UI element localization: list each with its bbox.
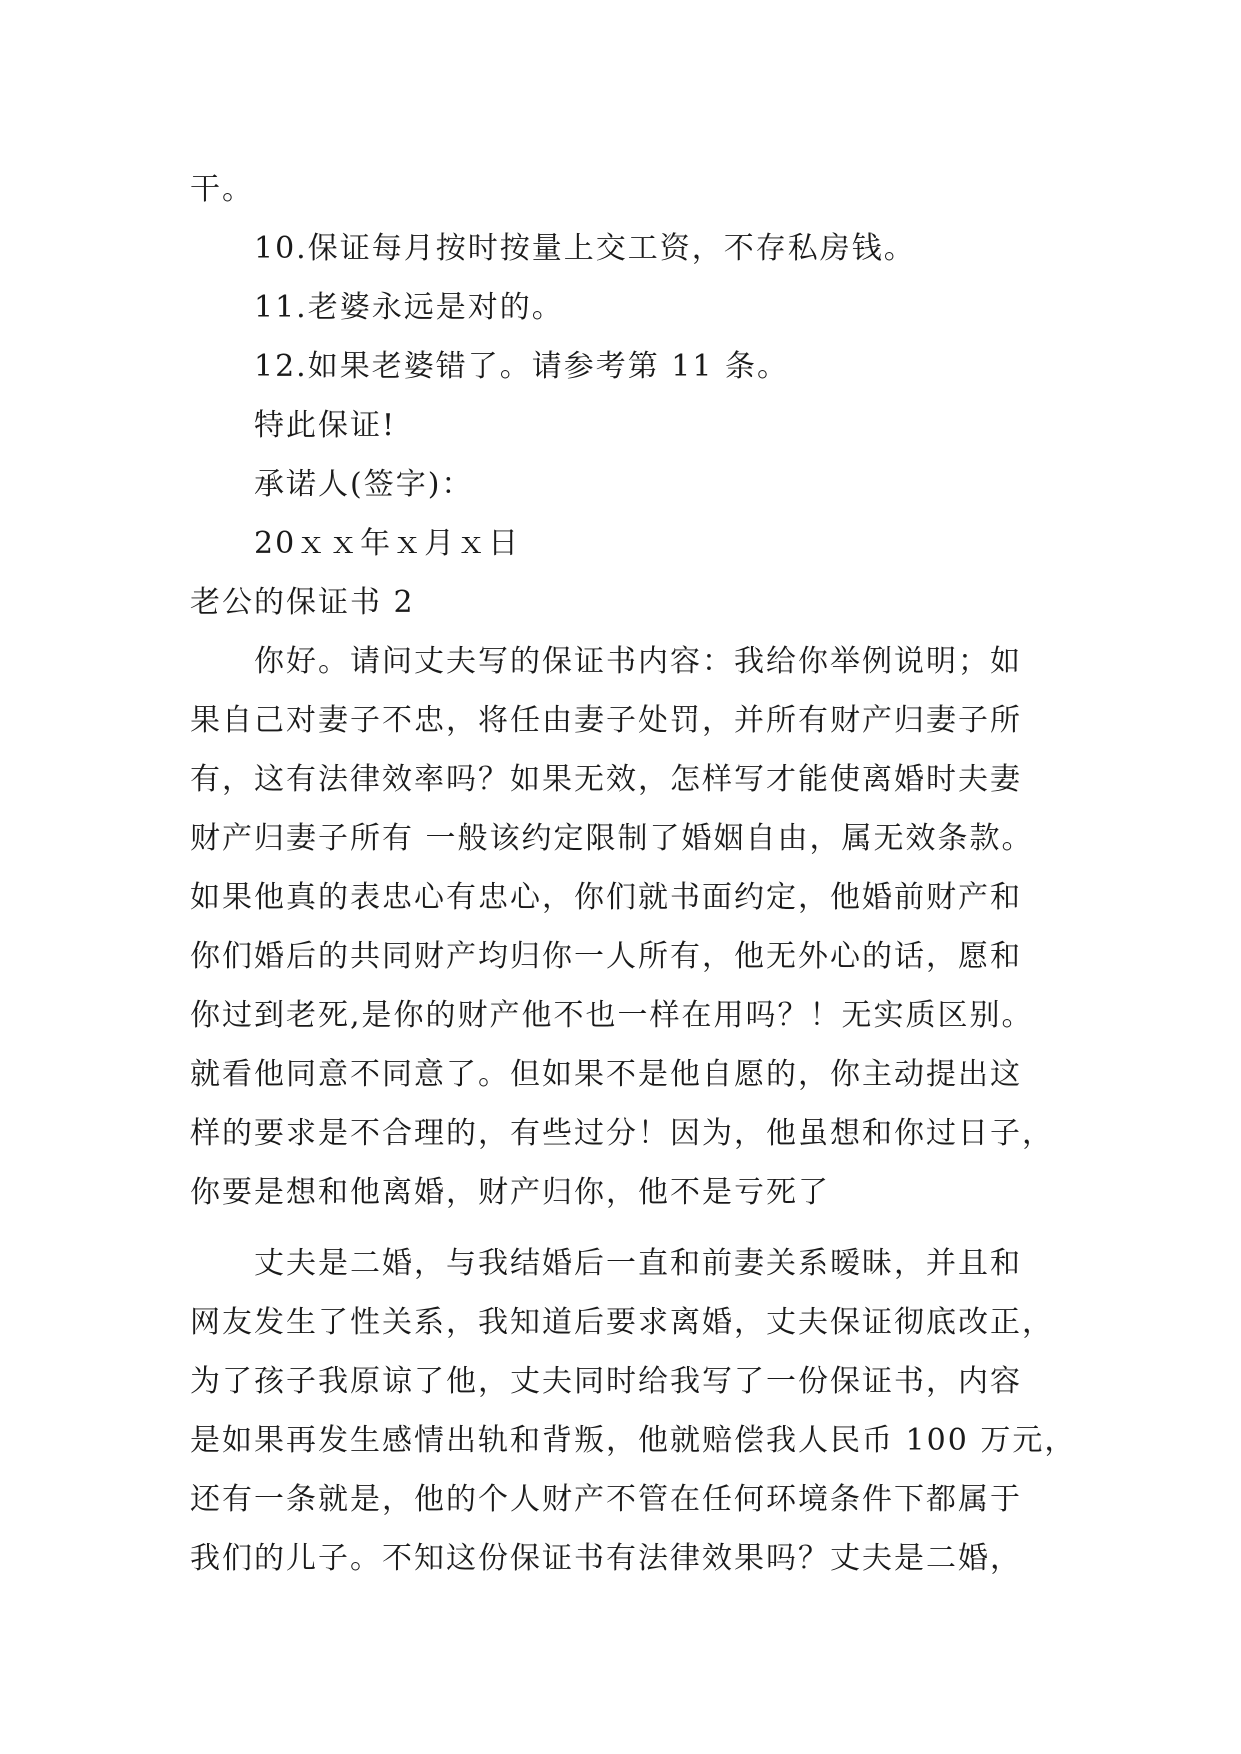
paragraph-line: 网友发生了性关系，我知道后要求离婚，丈夫保证彻底改正， [190, 1305, 1054, 1340]
paragraph-line: 就看他同意不同意了。但如果不是他自愿的，你主动提出这 [190, 1057, 1022, 1092]
paragraph-line: 你要是想和他离婚，财产归你，他不是亏死了 [190, 1175, 830, 1210]
date-line: 20ｘｘ年ｘ月ｘ日 [254, 526, 521, 561]
list-item-11: 11.老婆永远是对的。 [254, 290, 564, 325]
paragraph-1 [190, 632, 1070, 1222]
paragraph-line: 你好。请问丈夫写的保证书内容：我给你举例说明；如 [254, 644, 1022, 679]
paragraph-2 [190, 1234, 1077, 1588]
paragraph-line: 丈夫是二婚，与我结婚后一直和前妻关系暧昧，并且和 [254, 1246, 1022, 1281]
paragraph-line: 如果他真的表忠心有忠心，你们就书面约定，他婚前财产和 [190, 880, 1022, 915]
paragraph-gap [190, 1222, 1070, 1234]
paragraph-line: 是如果再发生感情出轨和背叛，他就赔偿我人民币 100 万元， [190, 1423, 1077, 1458]
paragraph-line: 我们的儿子。不知这份保证书有法律效果吗？丈夫是二婚， [190, 1541, 1022, 1576]
list-item-10: 10.保证每月按时按量上交工资，不存私房钱。 [254, 231, 916, 266]
continuation-text: 干。 [190, 172, 254, 207]
paragraph-line: 你们婚后的共同财产均归你一人所有，他无外心的话，愿和 [190, 939, 1022, 974]
paragraph-line: 财产归妻子所有 一般该约定限制了婚姻自由，属无效条款。 [190, 821, 1034, 856]
closing-line: 特此保证! [254, 408, 397, 443]
paragraph-line: 有，这有法律效率吗？如果无效，怎样写才能使离婚时夫妻 [190, 762, 1022, 797]
signature-label: 承诺人(签字)： [254, 467, 474, 502]
document-page [190, 160, 1077, 1588]
section-title: 老公的保证书 2 [190, 585, 415, 620]
paragraph-line: 还有一条就是，他的个人财产不管在任何环境条件下都属于 [190, 1482, 1022, 1517]
paragraph-line: 你过到老死,是你的财产他不也一样在用吗？！无实质区别。 [190, 998, 1034, 1033]
paragraph-line: 为了孩子我原谅了他，丈夫同时给我写了一份保证书，内容 [190, 1364, 1022, 1399]
list-item-12: 12.如果老婆错了。请参考第 11 条。 [254, 349, 789, 384]
paragraph-line: 果自己对妻子不忠，将任由妻子处罚，并所有财产归妻子所 [190, 703, 1022, 738]
paragraph-line: 样的要求是不合理的，有些过分！因为，他虽想和你过日子， [190, 1116, 1054, 1151]
